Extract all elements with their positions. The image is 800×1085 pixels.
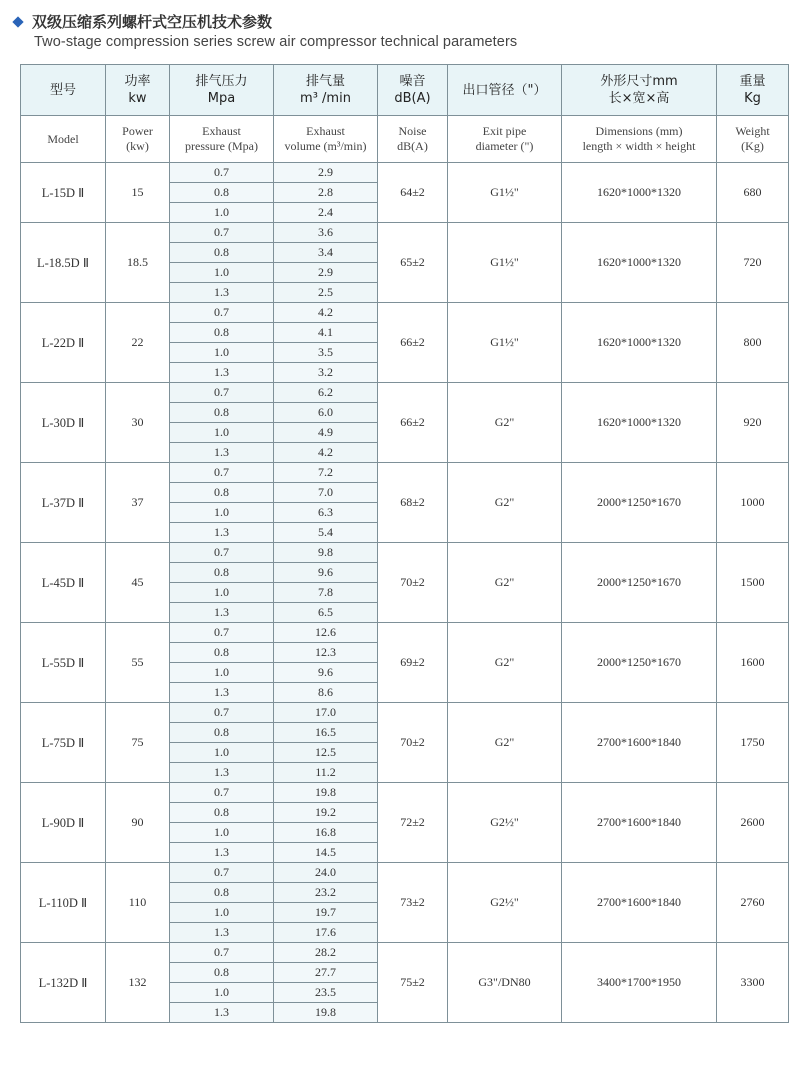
pipe-cell: G2" — [448, 383, 562, 463]
volume-cell: 12.3 — [274, 643, 378, 663]
volume-cell: 3.5 — [274, 343, 378, 363]
pressure-cell: 1.3 — [170, 603, 274, 623]
header-en-model-line1: Model — [47, 131, 79, 146]
volume-cell: 7.8 — [274, 583, 378, 603]
volume-cell: 14.5 — [274, 843, 378, 863]
noise-cell: 70±2 — [378, 703, 448, 783]
volume-cell: 12.5 — [274, 743, 378, 763]
power-cell: 90 — [106, 783, 170, 863]
power-cell: 55 — [106, 623, 170, 703]
pressure-cell: 1.0 — [170, 903, 274, 923]
volume-cell: 8.6 — [274, 683, 378, 703]
volume-cell: 6.3 — [274, 503, 378, 523]
volume-cell: 17.0 — [274, 703, 378, 723]
table-row — [21, 463, 789, 483]
header-cn-volume-line1: 排气量 — [305, 74, 345, 89]
pressure-cell: 1.3 — [170, 923, 274, 943]
pipe-cell: G2" — [448, 463, 562, 543]
power-cell: 75 — [106, 703, 170, 783]
header-cn-pressure-line2: Mpa — [207, 91, 236, 106]
model-cell: L-15D Ⅱ — [21, 163, 106, 223]
dimensions-cell: 1620*1000*1320 — [562, 223, 717, 303]
title-english: Two-stage compression series screw air compressor technical parameters — [34, 34, 518, 50]
header-en-noise — [378, 116, 448, 163]
model-cell: L-90D Ⅱ — [21, 783, 106, 863]
pressure-cell: 0.8 — [170, 323, 274, 343]
header-cn-pipe-line1: 出口管径（"） — [462, 82, 547, 98]
volume-cell: 6.0 — [274, 403, 378, 423]
pressure-cell: 1.3 — [170, 683, 274, 703]
pressure-cell: 1.0 — [170, 263, 274, 283]
pressure-cell: 1.0 — [170, 583, 274, 603]
pipe-cell: G2½" — [448, 783, 562, 863]
noise-cell: 66±2 — [378, 303, 448, 383]
dimensions-cell: 2700*1600*1840 — [562, 703, 717, 783]
volume-cell: 23.5 — [274, 983, 378, 1003]
power-cell: 45 — [106, 543, 170, 623]
noise-cell: 73±2 — [378, 863, 448, 943]
pressure-cell: 1.0 — [170, 663, 274, 683]
header-en-pipe-line1: Exit pipe — [482, 124, 527, 138]
table-row — [21, 783, 789, 803]
volume-cell: 19.7 — [274, 903, 378, 923]
volume-cell: 3.6 — [274, 223, 378, 243]
pressure-cell: 1.0 — [170, 743, 274, 763]
header-en-power-line1: Power — [122, 124, 153, 138]
power-cell: 15 — [106, 163, 170, 223]
dimensions-cell: 2700*1600*1840 — [562, 863, 717, 943]
pressure-cell: 0.8 — [170, 483, 274, 503]
header-cn-model — [21, 65, 106, 116]
volume-cell: 6.2 — [274, 383, 378, 403]
model-cell: L-45D Ⅱ — [21, 543, 106, 623]
pressure-cell: 0.8 — [170, 723, 274, 743]
header-cn-pipe — [448, 65, 562, 116]
volume-cell: 3.4 — [274, 243, 378, 263]
volume-cell: 2.4 — [274, 203, 378, 223]
pressure-cell: 1.3 — [170, 443, 274, 463]
model-cell: L-18.5D Ⅱ — [21, 223, 106, 303]
header-cn-dims-line2: 长×宽×高 — [608, 91, 670, 106]
weight-cell: 1600 — [717, 623, 789, 703]
noise-cell: 75±2 — [378, 943, 448, 1023]
header-en-dims-line1: Dimensions (mm) — [595, 124, 683, 138]
pressure-cell: 1.0 — [170, 203, 274, 223]
pressure-cell: 1.3 — [170, 1003, 274, 1023]
volume-cell: 7.0 — [274, 483, 378, 503]
header-en-power — [106, 116, 170, 163]
pressure-cell: 1.3 — [170, 363, 274, 383]
model-cell: L-22D Ⅱ — [21, 303, 106, 383]
pipe-cell: G2" — [448, 703, 562, 783]
pipe-cell: G2" — [448, 623, 562, 703]
pressure-cell: 0.8 — [170, 563, 274, 583]
volume-cell: 6.5 — [274, 603, 378, 623]
pressure-cell: 0.7 — [170, 783, 274, 803]
volume-cell: 4.2 — [274, 303, 378, 323]
table-row — [21, 163, 789, 183]
pipe-cell: G1½" — [448, 303, 562, 383]
pressure-cell: 0.7 — [170, 383, 274, 403]
volume-cell: 9.6 — [274, 563, 378, 583]
volume-cell: 19.8 — [274, 783, 378, 803]
pressure-cell: 0.7 — [170, 543, 274, 563]
noise-cell: 65±2 — [378, 223, 448, 303]
weight-cell: 920 — [717, 383, 789, 463]
header-cn-pressure-line1: 排气压力 — [195, 74, 248, 89]
noise-cell: 68±2 — [378, 463, 448, 543]
header-en-noise-line1: Noise — [398, 124, 427, 138]
header-en-volume-line1: Exhaust — [306, 124, 345, 138]
header-en-volume-line2: volume (m³/min) — [284, 139, 367, 153]
spec-table-wrapper — [20, 64, 788, 1023]
volume-cell: 12.6 — [274, 623, 378, 643]
weight-cell: 2600 — [717, 783, 789, 863]
pressure-cell: 1.0 — [170, 423, 274, 443]
volume-cell: 17.6 — [274, 923, 378, 943]
header-en-dims — [562, 116, 717, 163]
header-en-dims-line2: length × width × height — [582, 139, 696, 153]
power-cell: 22 — [106, 303, 170, 383]
volume-cell: 2.9 — [274, 263, 378, 283]
pressure-cell: 0.7 — [170, 703, 274, 723]
noise-cell: 69±2 — [378, 623, 448, 703]
power-cell: 132 — [106, 943, 170, 1023]
volume-cell: 9.8 — [274, 543, 378, 563]
volume-cell: 19.2 — [274, 803, 378, 823]
table-row — [21, 383, 789, 403]
pipe-cell: G1½" — [448, 223, 562, 303]
header-cn-noise-line2: dB(A) — [394, 91, 431, 106]
noise-cell: 66±2 — [378, 383, 448, 463]
volume-cell: 24.0 — [274, 863, 378, 883]
table-row — [21, 703, 789, 723]
pressure-cell: 1.3 — [170, 523, 274, 543]
volume-cell: 2.5 — [274, 283, 378, 303]
table-row — [21, 943, 789, 963]
volume-cell: 2.9 — [274, 163, 378, 183]
pressure-cell: 1.0 — [170, 983, 274, 1003]
volume-cell: 28.2 — [274, 943, 378, 963]
header-cn-dims-line1: 外形尺寸mm — [600, 74, 678, 89]
model-cell: L-55D Ⅱ — [21, 623, 106, 703]
header-row-english — [21, 116, 789, 163]
noise-cell: 64±2 — [378, 163, 448, 223]
pipe-cell: G3"/DN80 — [448, 943, 562, 1023]
weight-cell: 3300 — [717, 943, 789, 1023]
volume-cell: 4.1 — [274, 323, 378, 343]
table-row — [21, 303, 789, 323]
header-cn-pressure — [170, 65, 274, 116]
volume-cell: 27.7 — [274, 963, 378, 983]
table-row — [21, 543, 789, 563]
dimensions-cell: 2000*1250*1670 — [562, 543, 717, 623]
header-en-model — [21, 116, 106, 163]
dimensions-cell: 2000*1250*1670 — [562, 463, 717, 543]
header-cn-volume — [274, 65, 378, 116]
pipe-cell: G2½" — [448, 863, 562, 943]
header-cn-power-line2: kw — [128, 91, 147, 106]
diamond-bullet-icon — [12, 16, 23, 27]
model-cell: L-110D Ⅱ — [21, 863, 106, 943]
table-row — [21, 623, 789, 643]
volume-cell: 7.2 — [274, 463, 378, 483]
pressure-cell: 1.0 — [170, 343, 274, 363]
header-en-pressure — [170, 116, 274, 163]
header-cn-dims — [562, 65, 717, 116]
volume-cell: 4.9 — [274, 423, 378, 443]
title-chinese — [10, 11, 272, 32]
header-cn-model-line1: 型号 — [49, 82, 76, 98]
pressure-cell: 0.8 — [170, 403, 274, 423]
header-row-chinese — [21, 65, 789, 116]
weight-cell: 720 — [717, 223, 789, 303]
header-cn-noise — [378, 65, 448, 116]
volume-cell: 23.2 — [274, 883, 378, 903]
pressure-cell: 0.8 — [170, 803, 274, 823]
volume-cell: 5.4 — [274, 523, 378, 543]
pressure-cell: 0.7 — [170, 303, 274, 323]
volume-cell: 16.8 — [274, 823, 378, 843]
pressure-cell: 0.7 — [170, 463, 274, 483]
header-cn-weight — [717, 65, 789, 116]
header-en-pressure-line2: pressure (Mpa) — [185, 139, 258, 153]
power-cell: 37 — [106, 463, 170, 543]
model-cell: L-132D Ⅱ — [21, 943, 106, 1023]
dimensions-cell: 1620*1000*1320 — [562, 163, 717, 223]
header-cn-noise-line1: 噪音 — [399, 74, 426, 89]
volume-cell: 9.6 — [274, 663, 378, 683]
pressure-cell: 0.7 — [170, 163, 274, 183]
volume-cell: 16.5 — [274, 723, 378, 743]
dimensions-cell: 1620*1000*1320 — [562, 383, 717, 463]
pipe-cell: G1½" — [448, 163, 562, 223]
page-header — [10, 8, 790, 58]
pressure-cell: 0.7 — [170, 863, 274, 883]
volume-cell: 4.2 — [274, 443, 378, 463]
header-cn-weight-line1: 重量 — [739, 74, 766, 89]
model-cell: L-30D Ⅱ — [21, 383, 106, 463]
pressure-cell: 1.0 — [170, 823, 274, 843]
header-cn-volume-line2: m³ /min — [300, 91, 351, 106]
pressure-cell: 0.8 — [170, 183, 274, 203]
table-row — [21, 863, 789, 883]
volume-cell: 2.8 — [274, 183, 378, 203]
pressure-cell: 1.0 — [170, 503, 274, 523]
pressure-cell: 0.7 — [170, 623, 274, 643]
pressure-cell: 0.8 — [170, 963, 274, 983]
noise-cell: 70±2 — [378, 543, 448, 623]
header-en-pipe-line2: diameter (") — [475, 139, 534, 153]
pressure-cell: 0.7 — [170, 223, 274, 243]
power-cell: 110 — [106, 863, 170, 943]
model-cell: L-75D Ⅱ — [21, 703, 106, 783]
header-en-power-line2: (kw) — [126, 139, 149, 153]
power-cell: 18.5 — [106, 223, 170, 303]
pipe-cell: G2" — [448, 543, 562, 623]
spec-table — [20, 64, 789, 1023]
pressure-cell: 0.8 — [170, 643, 274, 663]
dimensions-cell: 3400*1700*1950 — [562, 943, 717, 1023]
header-cn-power-line1: 功率 — [124, 74, 151, 89]
weight-cell: 1750 — [717, 703, 789, 783]
power-cell: 30 — [106, 383, 170, 463]
weight-cell: 800 — [717, 303, 789, 383]
header-en-weight-line1: Weight — [735, 124, 770, 138]
weight-cell: 1500 — [717, 543, 789, 623]
dimensions-cell: 1620*1000*1320 — [562, 303, 717, 383]
weight-cell: 2760 — [717, 863, 789, 943]
pressure-cell: 1.3 — [170, 283, 274, 303]
volume-cell: 19.8 — [274, 1003, 378, 1023]
title-chinese-text: 双级压缩系列螺杆式空压机技术参数 — [32, 13, 273, 31]
header-en-pressure-line1: Exhaust — [202, 124, 241, 138]
header-cn-weight-line2: Kg — [744, 91, 761, 106]
weight-cell: 1000 — [717, 463, 789, 543]
header-en-pipe — [448, 116, 562, 163]
dimensions-cell: 2700*1600*1840 — [562, 783, 717, 863]
pressure-cell: 1.3 — [170, 843, 274, 863]
header-cn-power — [106, 65, 170, 116]
volume-cell: 11.2 — [274, 763, 378, 783]
spec-table-body — [21, 65, 789, 1023]
volume-cell: 3.2 — [274, 363, 378, 383]
pressure-cell: 1.3 — [170, 763, 274, 783]
table-row — [21, 223, 789, 243]
header-en-volume — [274, 116, 378, 163]
noise-cell: 72±2 — [378, 783, 448, 863]
header-en-weight — [717, 116, 789, 163]
model-cell: L-37D Ⅱ — [21, 463, 106, 543]
pressure-cell: 0.8 — [170, 883, 274, 903]
header-en-weight-line2: (Kg) — [741, 139, 764, 153]
pressure-cell: 0.7 — [170, 943, 274, 963]
weight-cell: 680 — [717, 163, 789, 223]
pressure-cell: 0.8 — [170, 243, 274, 263]
dimensions-cell: 2000*1250*1670 — [562, 623, 717, 703]
header-en-noise-line2: dB(A) — [397, 139, 428, 153]
